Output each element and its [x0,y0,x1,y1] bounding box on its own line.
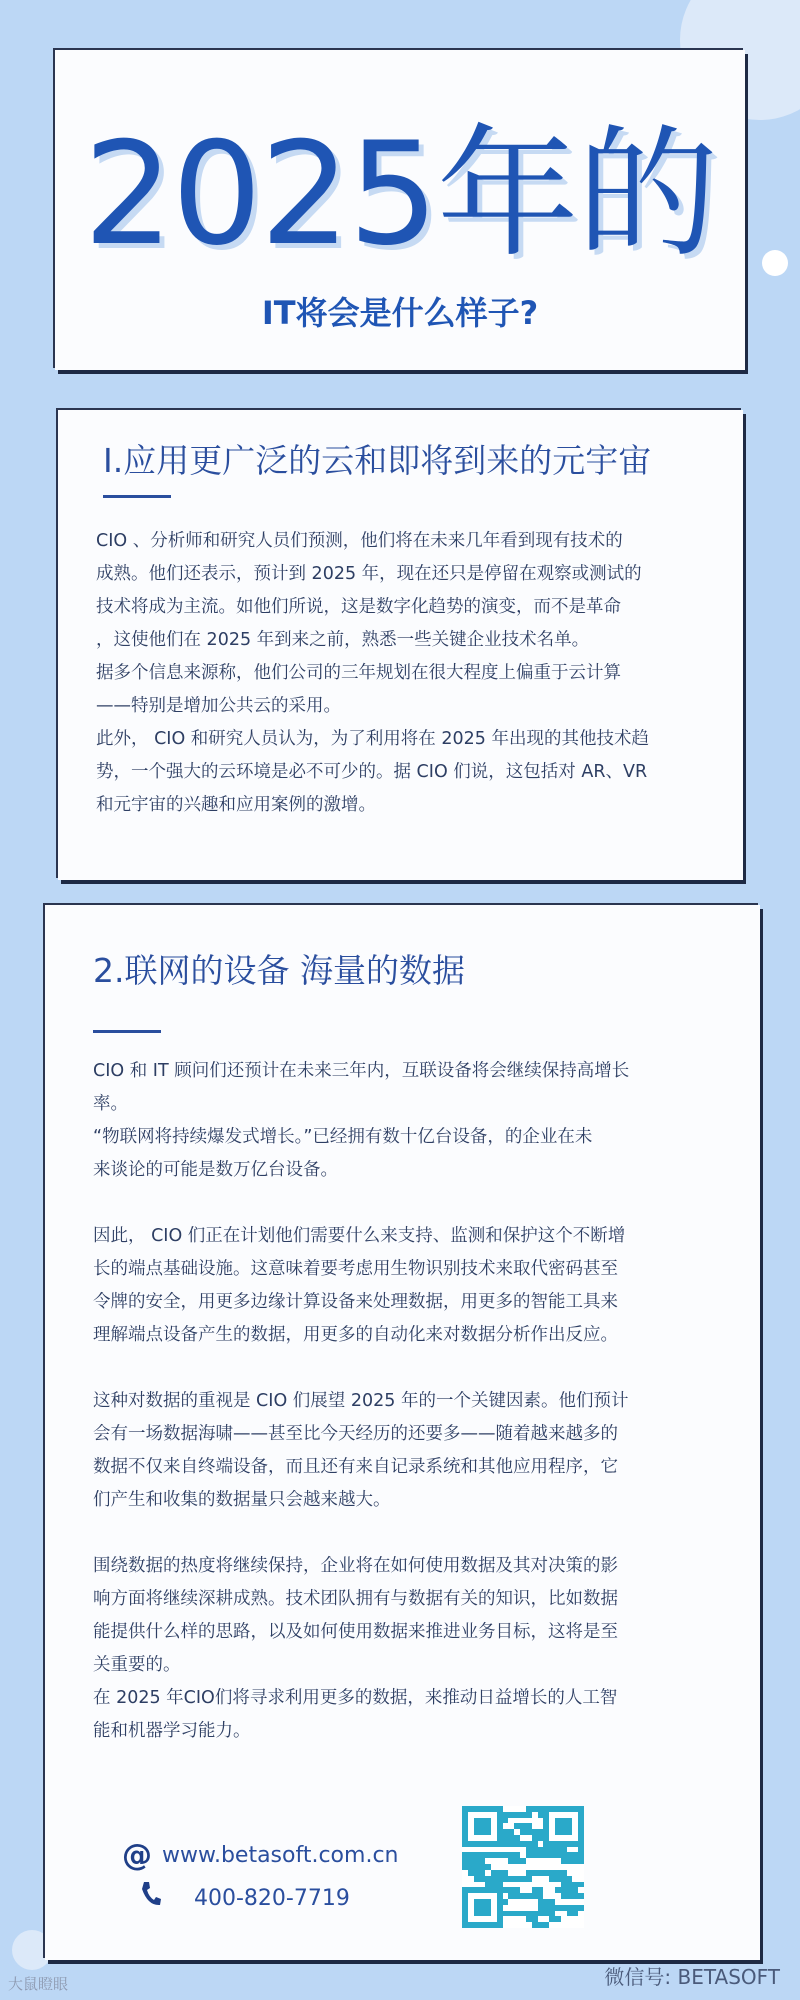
website-link[interactable]: www.betasoft.com.cn [162,1843,399,1868]
text-line: 在 2025 年CIO们将寻求利用更多的数据，来推动日益增长的人工智 [93,1688,618,1708]
text-line: 这种对数据的重视是 CIO 们展望 2025 年的一个关键因素。他们预计 [93,1391,629,1411]
text-line: 技术将成为主流。如他们所说，这是数字化趋势的演变，而不是革命 [96,597,621,617]
text-line: “物联网将持续爆发式增长。”已经拥有数十亿台设备，的企业在未 [93,1127,593,1147]
text-line: 们产生和收集的数据量只会越来越大。 [93,1490,391,1510]
text-line: 理解端点设备产生的数据，用更多的自动化来对数据分析作出反应。 [93,1325,618,1345]
text-line: 来谈论的可能是数万亿台设备。 [93,1160,338,1180]
section-body [93,1055,743,1748]
website-row[interactable] [122,1838,398,1873]
text-line: 和元宇宙的兴趣和应用案例的激增。 [96,795,376,815]
page-subtitle: IT将会是什么样子? [261,294,539,332]
title-card [55,50,745,370]
text-line: 能提供什么样的思路，以及如何使用数据来推进业务目标，这将是至 [93,1622,618,1642]
section-connected-devices [45,905,760,1960]
section-cloud-metaverse [58,410,743,880]
text-line: 长的端点基础设施。这意味着要考虑用生物识别技术来取代密码甚至 [93,1259,618,1279]
at-icon: @ [122,1838,152,1873]
paragraph-gap [93,1517,743,1550]
heading-underline [93,1030,161,1033]
paragraph-gap [93,1187,743,1220]
text-line: 势，一个强大的云环境是必不可少的。据 CIO 们说，这包括对 AR、VR [96,762,648,782]
text-line: 率。 [93,1094,128,1114]
text-line: 此外， CIO 和研究人员认为，为了利用将在 2025 年出现的其他技术趋 [96,729,649,749]
text-line: 会有一场数据海啸——甚至比今天经历的还要多——随着越来越多的 [93,1424,618,1444]
wechat-watermark: 微信号: BETASOFT [604,1965,780,1989]
text-line: 围绕数据的热度将继续保持，企业将在如何使用数据及其对决策的影 [93,1556,618,1576]
phone-icon [140,1880,180,1916]
section-heading: I.应用更广泛的云和即将到来的元宇宙 [103,441,652,480]
paragraph-gap [93,1352,743,1385]
phone-number: 400-820-7719 [194,1885,350,1911]
source-watermark: 大鼠瞪眼 [8,1975,69,1993]
text-line: 数据不仅来自终端设备，而且还有来自记录系统和其他应用程序，它 [93,1457,618,1477]
page-title: 2025年的 [83,112,717,277]
qr-code [462,1806,584,1928]
text-line: 据多个信息来源称，他们公司的三年规划在很大程度上偏重于云计算 [96,663,621,683]
text-line: 能和机器学习能力。 [93,1721,251,1741]
phone-row[interactable] [140,1880,350,1916]
text-line: CIO 、分析师和研究人员们预测，他们将在未来几年看到现有技术的 [96,531,623,551]
section-heading: 2.联网的设备 海量的数据 [93,951,465,990]
text-line: ——特别是增加公共云的采用。 [96,696,341,716]
text-line: ，这使他们在 2025 年到来之前，熟悉一些关键企业技术名单。 [96,630,590,650]
text-line: 响方面将继续深耕成熟。技术团队拥有与数据有关的知识，比如数据 [93,1589,618,1609]
text-line: CIO 和 IT 顾问们还预计在未来三年内，互联设备将会继续保持高增长 [93,1061,630,1081]
text-line: 令牌的安全，用更多边缘计算设备来处理数据，用更多的智能工具来 [93,1292,618,1312]
heading-underline [103,495,171,498]
text-line: 关重要的。 [93,1655,181,1675]
section-body [96,525,726,822]
text-line: 因此， CIO 们正在计划他们需要什么来支持、监测和保护这个不断增 [93,1226,626,1246]
text-line: 成熟。他们还表示，预计到 2025 年，现在还只是停留在观察或测试的 [96,564,642,584]
decorative-bubble [762,250,788,276]
